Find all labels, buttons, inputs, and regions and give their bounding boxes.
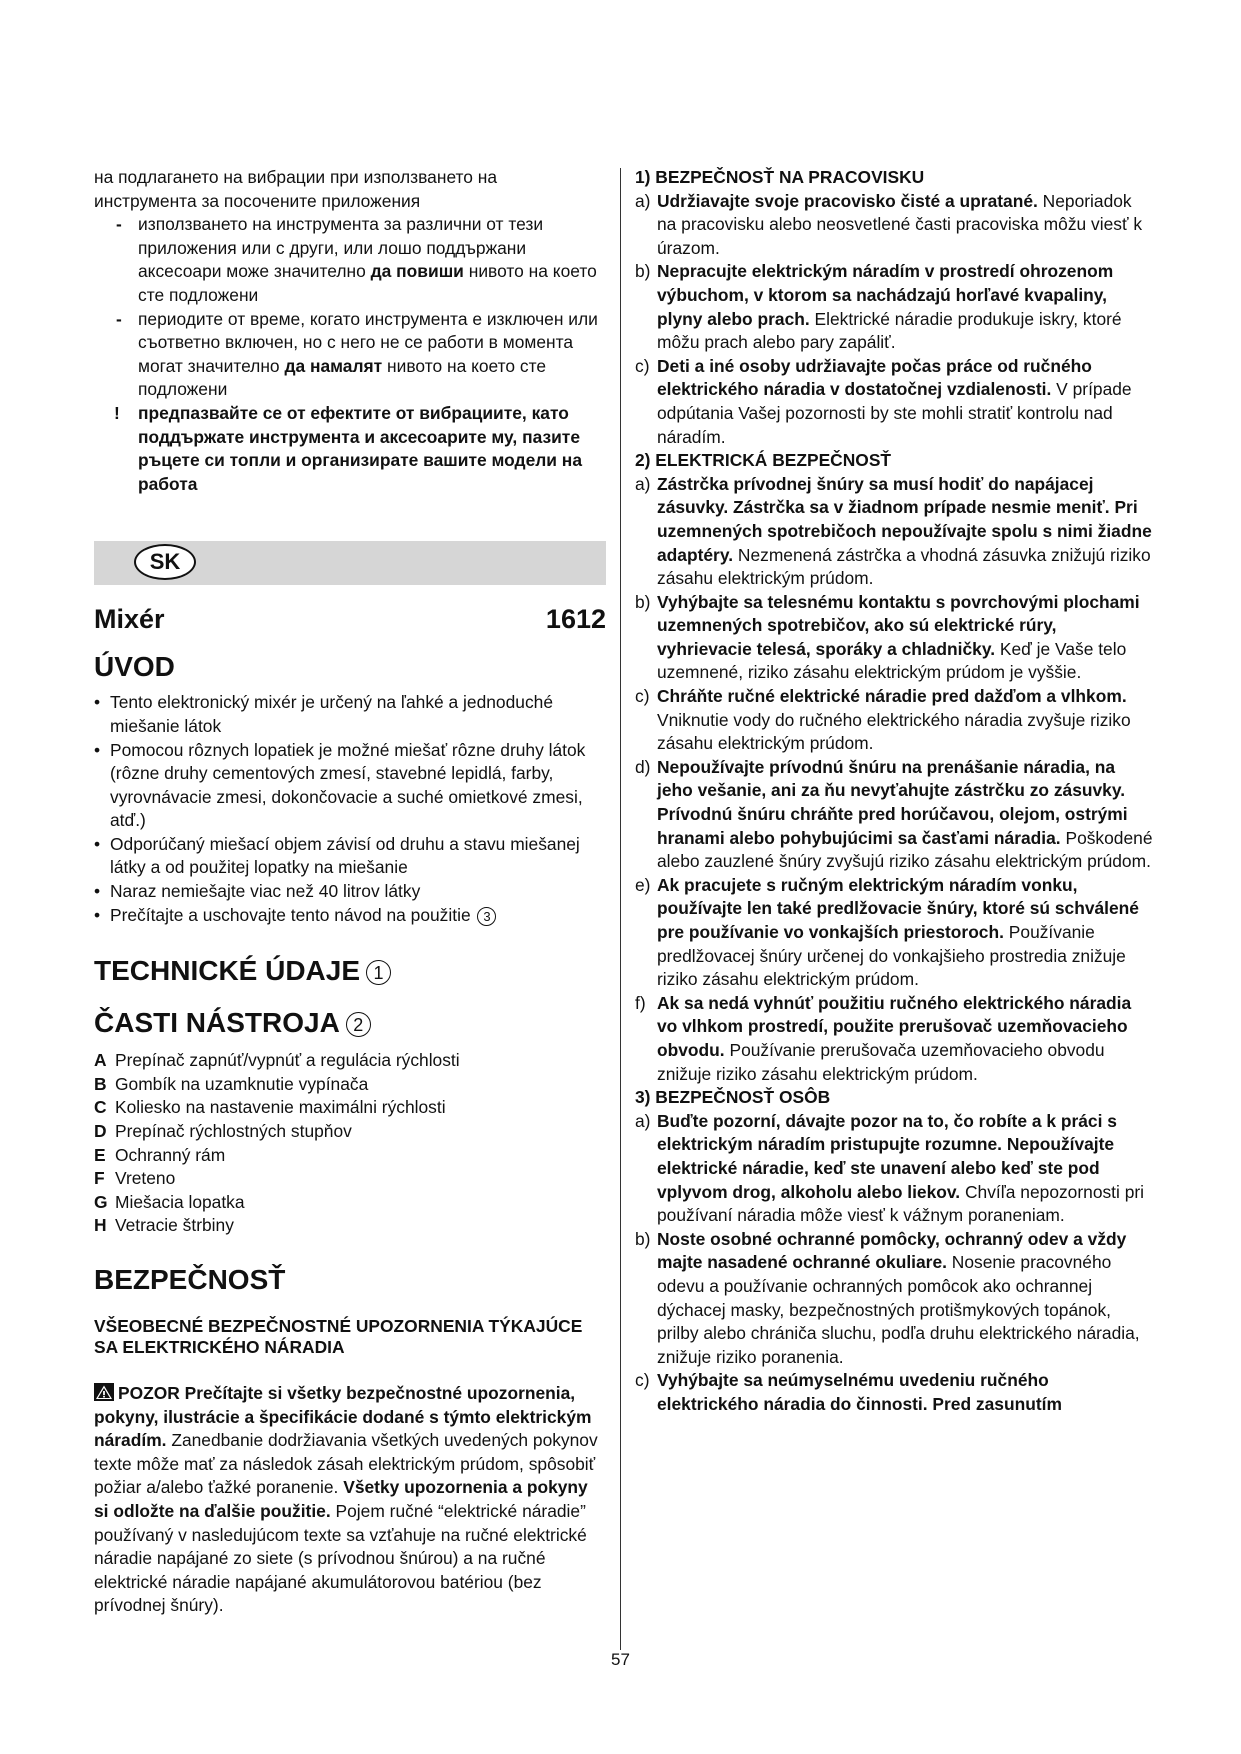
- warning-bold-2: Všetky upozornenia a pokyny si odložte na ďalšie použitie.: [94, 1477, 588, 1521]
- language-bar: [94, 541, 606, 585]
- page-number: 57: [611, 1650, 630, 1669]
- dash-bold: да намалят: [284, 355, 383, 376]
- list-item: e) Ak pracujete s ručným elektrickým náradím vonku, používajte len také predlžovacie šnúry, ktoré sú schválené pre používanie vo vonkajších priestoroch. Používanie predlžovacej šnúry určenej do vonkajšieho prostredia znižuje riziko zásahu elektrickým prúdom.: [635, 874, 1139, 990]
- list-item: f) Ak sa nedá vyhnúť použitiu ručného elektrického náradia vo vlhkom prostredí, použite prerušovač uzemňovacieho obvodu. Používanie prerušovača uzemňovacieho obvodu znižuje riziko zásahu elektrickým prúdom.: [635, 992, 1132, 1084]
- warning-icon: [94, 1383, 114, 1401]
- general-warnings-heading: VŠEOBECNÉ BEZPEČNOSTNÉ UPOZORNENIA TÝKAJÚCE SA ELEKTRICKÉHO NÁRADIA: [94, 1316, 583, 1357]
- warning-bold-1: POZOR Prečítajte si všetky bezpečnostné upozornenia, pokyny, ilustrácie a špecifikácie dodané s týmto elektrickým náradím.: [94, 1383, 592, 1451]
- list-item: D Prepínač rýchlostných stupňov: [94, 1121, 352, 1142]
- bg-vibration-warning: [94, 402, 606, 496]
- list-item: • Naraz nemiešajte viac než 40 litrov látky: [94, 881, 421, 902]
- vibration-warning-text: предпазвайте се от ефектите от вибрациите, като поддържате инструмента и аксесоарите му, пазите ръцете си топли и организирате вашите модели на работа: [138, 402, 582, 494]
- list-item: • Tento elektronický mixér je určený na ľahké a jednoduché miešanie látok: [94, 692, 553, 736]
- bg-dash-item-1: [94, 213, 606, 307]
- tech-data-heading: TECHNICKÉ ÚDAJE 1: [94, 953, 606, 989]
- right-column: [635, 166, 1155, 1416]
- list-item: d) Nepoužívajte prívodnú šnúru na prenášanie náradia, na jeho vešanie, ani za ňu nevyťahujte zástrčku zo zásuvky. Prívodnú šnúru chráňte pred horúčavou, olejom, ostrými hranami alebo pohybujúcimi sa časťami náradia. Poškodené alebo zauzlené šnúry zvyšujú riziko zásahu elektrickým prúdom.: [635, 756, 1153, 872]
- list-item: c) Vyhýbajte sa neúmyselnému uvedeniu ručného elektrického náradia do činnosti. Pred zasunutím: [635, 1370, 1062, 1414]
- intro-list: [94, 691, 606, 927]
- list-item: • Prečítajte a uschovajte tento návod na použitie 3: [94, 904, 606, 928]
- exclamation-marker: !: [114, 402, 120, 423]
- product-title-row: [94, 603, 606, 635]
- list-item: c) Chráňte ručné elektrické náradie pred dažďom a vlhkom. Vniknutie vody do ručného elektrického náradia zvyšuje riziko zásahu elektrickým prúdom.: [635, 686, 1131, 754]
- dash-text: използването на инструмента за различни от тези приложения или с други, или лошо поддържани аксесоари може значително: [138, 214, 544, 282]
- list-item: F Vreteno: [94, 1168, 176, 1189]
- list-item: c) Deti a iné osoby udržiavajte počas práce od ručného elektrického náradia v dostatočnej vzdialenosti. V prípade odpútania Vašej pozornosti by ste mohli stratiť kontrolu nad náradím.: [635, 355, 1132, 447]
- section-3-heading: 3) BEZPEČNOSŤ OSÔB: [635, 1087, 831, 1108]
- bg-intro-line-2: инструмента за посочените приложения: [94, 190, 421, 211]
- dash-text-end: нивото на което сте подложени: [138, 355, 547, 400]
- intro-heading: ÚVOD: [94, 651, 175, 683]
- parts-list: [94, 1049, 606, 1238]
- product-number: 1612: [545, 604, 606, 635]
- language-badge: SK: [134, 544, 196, 580]
- list-item: • Odporúčaný miešací objem závisí od druhu a stavu miešanej látky a od použitej lopatky na miešanie: [94, 833, 580, 878]
- list-item: • Pomocou rôznych lopatiek je možné miešať rôzne druhy látok (rôzne druhy cementových zmesí, stavebné lepidlá, farby, vyrovnávacie zmesi, dokončovacie a suché omietkové zmesi, atď.): [94, 739, 586, 831]
- warning-text-1: Zanedbanie dodržiavania všetkých uvedených pokynov texte môže mať za následok zásah elektrickým prúdom, spôsobiť požiar a/alebo ťažké poranenie.: [94, 1430, 598, 1498]
- figure-ref-2: 2: [346, 1012, 371, 1037]
- column-divider: [620, 168, 621, 1650]
- section-2-heading: 2) ELEKTRICKÁ BEZPEČNOSŤ: [635, 450, 892, 471]
- list-item: C Koliesko na nastavenie maximálni rýchlosti: [94, 1097, 446, 1118]
- list-item: b) Nepracujte elektrickým náradím v prostredí ohrozenom výbuchom, v ktorom sa nachádzajú horľavé kvapaliny, plyny alebo prach. Elektrické náradie produkuje iskry, ktoré môžu prach alebo pary zapáliť.: [635, 261, 1122, 353]
- left-column: [94, 166, 606, 1618]
- list-item: A Prepínač zapnúť/vypnúť a regulácia rýchlosti: [94, 1050, 460, 1071]
- list-item: a) Buďte pozorní, dávajte pozor na to, čo robíte a k práci s elektrickým náradím pristupujte rozumne. Nepoužívajte elektrické náradie, keď ste unavení alebo keď ste pod vplyvom drog, alkoholu alebo liekov. Chvíľa nepozornosti pri používaní náradia môže viesť k vážnym poraneniam.: [635, 1110, 1145, 1226]
- list-item: G Miešacia lopatka: [94, 1191, 245, 1212]
- figure-ref-3: 3: [477, 907, 496, 926]
- dash-marker: -: [116, 214, 122, 235]
- figure-ref-1: 1: [366, 960, 391, 985]
- list-item: H Vetracie štrbiny: [94, 1215, 234, 1236]
- section-1-heading: 1) BEZPEČNOSŤ NA PRACOVISKU: [635, 167, 925, 187]
- parts-heading: ČASTI NÁSTROJA 2: [94, 1005, 606, 1041]
- list-item: E Ochranný rám: [94, 1144, 226, 1165]
- bg-dash-item-2: [94, 308, 606, 402]
- list-item: B Gombík na uzamknutie vypínača: [94, 1073, 369, 1094]
- bg-intro-line-1: на подлагането на вибрации при използването на: [94, 167, 498, 187]
- list-item: a) Zástrčka prívodnej šnúry sa musí hodiť do napájacej zásuvky. Zástrčka sa v žiadnom prípade nesmie meniť. Pri uzemnených spotrebičoch nepoužívajte spolu s nimi žiadne adaptéry. Nezmenená zástrčka a vhodná zásuvka znižujú riziko zásahu elektrickým prúdom.: [635, 473, 1152, 589]
- dash-marker: -: [116, 308, 122, 329]
- dash-bold: да повиши: [370, 261, 464, 282]
- list-item: b) Vyhýbajte sa telesnému kontaktu s povrchovými plochami uzemnených spotrebičov, ako sú elektrické rúry, vyhrievacie telesá, sporáky a chladničky. Keď je Vaše telo uzemnené, riziko zásahu elektrickým prúdom je vyššie.: [635, 591, 1140, 683]
- product-name: Mixér: [94, 604, 165, 635]
- dash-text: периодите от време, когато инструмента е изключен или съответно включен, но с него не се работи в момента могат значително: [138, 308, 598, 376]
- warning-text-2: Pojem ručné “elektrické náradie” používaný v nasledujúcom texte sa vzťahuje na ručné elektrické náradie napájané zo siete (s prívodnou šnúrou) a na ručné elektrické náradie napájané akumulátorovou batériou (bez prívodnej šnúry).: [94, 1500, 587, 1616]
- safety-warning-paragraph: [94, 1382, 606, 1618]
- list-item: a) Udržiavajte svoje pracovisko čisté a upratané. Neporiadok na pracovisku alebo neosvetlené časti pracoviska môžu viesť k úrazom.: [635, 190, 1143, 258]
- safety-heading: BEZPEČNOSŤ: [94, 1264, 286, 1295]
- list-item: b) Noste osobné ochranné pomôcky, ochranný odev a vždy majte nasadené ochranné okuliare. Nosenie pracovného odevu a používanie ochranných pomôcok ako ochrannej dýchacej masky, bezpečnostných protišmykových topánok, prilby alebo chrániča sluchu, podľa druhu elektrického náradia, znižuje riziko poranenia.: [635, 1228, 1140, 1367]
- dash-text-end: нивото на което сте подложени: [138, 261, 597, 305]
